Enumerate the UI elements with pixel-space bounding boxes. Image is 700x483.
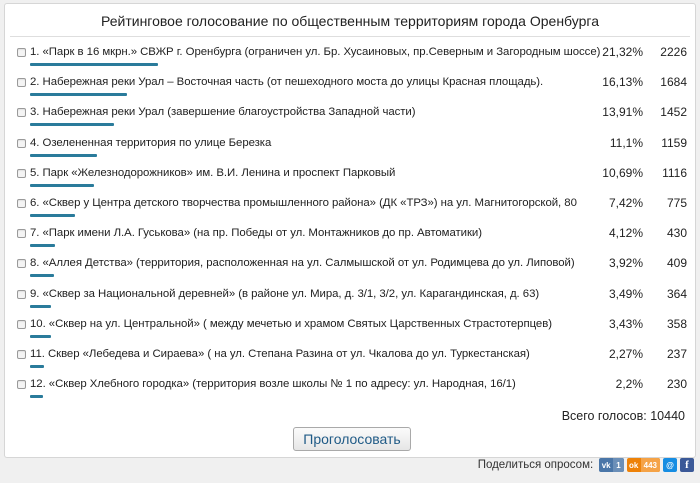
- option-result-bar: [30, 365, 44, 368]
- facebook-icon: f: [685, 459, 689, 471]
- poll-option[interactable]: [5, 284, 695, 314]
- option-result-bar: [30, 63, 158, 66]
- vote-button[interactable]: Проголосовать: [293, 427, 411, 451]
- option-percent: 13,91%: [602, 105, 643, 120]
- option-result-bar: [30, 335, 51, 338]
- option-label: 8. «Аллея Детства» (территория, расположенная на ул. Салмышской от ул. Родимцева до ул. Липовой): [30, 257, 575, 270]
- option-checkbox[interactable]: [17, 380, 26, 389]
- option-label: 12. «Сквер Хлебного городка» (территория возле школы № 1 по адресу: ул. Народная, 16/1): [30, 378, 516, 391]
- vk-icon: vk: [601, 460, 611, 470]
- poll-option[interactable]: [5, 223, 695, 253]
- vk-share-count: 1: [613, 458, 623, 472]
- option-checkbox[interactable]: [17, 199, 26, 208]
- title-divider: [10, 36, 690, 37]
- option-label: 7. «Парк имени Л.А. Гуськова» (на пр. Победы от ул. Монтажников до пр. Автоматики): [30, 227, 482, 240]
- option-vote-count: 1684: [660, 75, 687, 90]
- option-label: 9. «Сквер за Национальной деревней» (в районе ул. Мира, д. 3/1, 3/2, ул. Карагандинская, д. 63): [30, 287, 540, 300]
- option-checkbox[interactable]: [17, 290, 26, 299]
- poll-option[interactable]: [5, 72, 695, 102]
- option-checkbox[interactable]: [17, 108, 26, 117]
- total-votes-label: Всего голосов:: [561, 409, 647, 423]
- option-vote-count: 237: [666, 347, 687, 361]
- total-votes: [562, 409, 685, 423]
- option-label: 2. Набережная реки Урал – Восточная часть (от пешеходного моста до улицы Красная площадь).: [30, 76, 544, 89]
- option-checkbox[interactable]: [17, 259, 26, 268]
- option-checkbox[interactable]: [17, 320, 26, 329]
- poll-option[interactable]: [5, 374, 695, 404]
- option-checkbox[interactable]: [17, 229, 26, 238]
- option-checkbox[interactable]: [17, 169, 26, 178]
- vk-share-button[interactable]: [599, 458, 623, 472]
- option-percent: 11,1%: [609, 135, 643, 150]
- option-label: 5. Парк «Железнодорожников» им. В.И. Ленина и проспект Парковый: [30, 166, 396, 179]
- ok-share-button[interactable]: [627, 458, 660, 472]
- option-percent: 3,43%: [608, 316, 643, 331]
- option-percent: 3,92%: [608, 256, 643, 271]
- poll-option[interactable]: [5, 193, 695, 223]
- poll-option[interactable]: [5, 314, 695, 344]
- option-vote-count: 1116: [662, 165, 687, 180]
- option-percent: 7,42%: [608, 196, 643, 210]
- share-bar: [478, 457, 694, 473]
- option-result-bar: [30, 214, 75, 217]
- poll-widget: [4, 3, 696, 458]
- option-label: 6. «Сквер у Центра детского творчества промышленного района» (ДК «ТРЗ») на ул. Магнитогорской, 80: [30, 197, 577, 209]
- option-vote-count: 2226: [660, 45, 687, 59]
- mailru-icon: @: [666, 460, 674, 470]
- total-votes-value: 10440: [650, 409, 685, 423]
- poll-option[interactable]: [5, 163, 695, 193]
- option-result-bar: [30, 305, 51, 308]
- option-result-bar: [30, 123, 114, 126]
- option-label: 10. «Сквер на ул. Центральной» ( между мечетью и храмом Святых Царственных Страстотерпцев): [30, 317, 552, 330]
- poll-option[interactable]: [5, 253, 695, 283]
- option-result-bar: [30, 93, 127, 96]
- facebook-share-button[interactable]: [680, 458, 694, 472]
- option-percent: 16,13%: [602, 75, 643, 90]
- ok-share-count: 443: [641, 458, 660, 472]
- option-vote-count: 1452: [660, 105, 687, 120]
- poll-option[interactable]: [5, 133, 695, 163]
- option-vote-count: 364: [666, 286, 687, 301]
- option-percent: 4,12%: [608, 226, 643, 241]
- option-percent: 21,32%: [602, 45, 643, 59]
- option-checkbox[interactable]: [17, 78, 26, 87]
- option-vote-count: 775: [666, 196, 687, 210]
- option-checkbox[interactable]: [17, 139, 26, 148]
- option-vote-count: 430: [666, 226, 687, 241]
- option-label: 3. Набережная реки Урал (завершение благоустройства Западной части): [30, 106, 416, 119]
- option-label: 4. Озелененная территория по улице Березка: [30, 136, 272, 149]
- mailru-share-button[interactable]: [663, 458, 677, 472]
- option-vote-count: 358: [666, 316, 687, 331]
- option-result-bar: [30, 395, 43, 398]
- option-result-bar: [30, 244, 55, 247]
- option-label: 11. Сквер «Лебедева и Сираева» ( на ул. Степана Разина от ул. Чкалова до ул. Туркестанская): [30, 348, 530, 360]
- poll-option[interactable]: [5, 102, 695, 132]
- option-label: 1. «Парк в 16 мкрн.» СВЖР г. Оренбурга (ограничен ул. Бр. Хусаиновых, пр.Северным и Загородным шоссе): [30, 46, 601, 58]
- poll-option[interactable]: [5, 344, 695, 374]
- option-percent: 2,27%: [608, 347, 643, 361]
- option-result-bar: [30, 184, 94, 187]
- option-percent: 2,2%: [615, 377, 643, 392]
- option-vote-count: 1159: [661, 135, 687, 150]
- option-checkbox[interactable]: [17, 350, 26, 359]
- odnoklassniki-icon: ok: [628, 460, 639, 470]
- option-percent: 10,69%: [602, 165, 643, 180]
- option-vote-count: 230: [666, 377, 687, 392]
- poll-option[interactable]: [5, 42, 695, 72]
- poll-title: Рейтинговое голосование по общественным территориям города Оренбурга: [101, 13, 599, 29]
- option-result-bar: [30, 274, 54, 277]
- option-percent: 3,49%: [608, 286, 643, 301]
- option-vote-count: 409: [666, 256, 687, 271]
- option-checkbox[interactable]: [17, 48, 26, 57]
- share-label: Поделиться опросом:: [477, 459, 594, 471]
- option-result-bar: [30, 154, 97, 157]
